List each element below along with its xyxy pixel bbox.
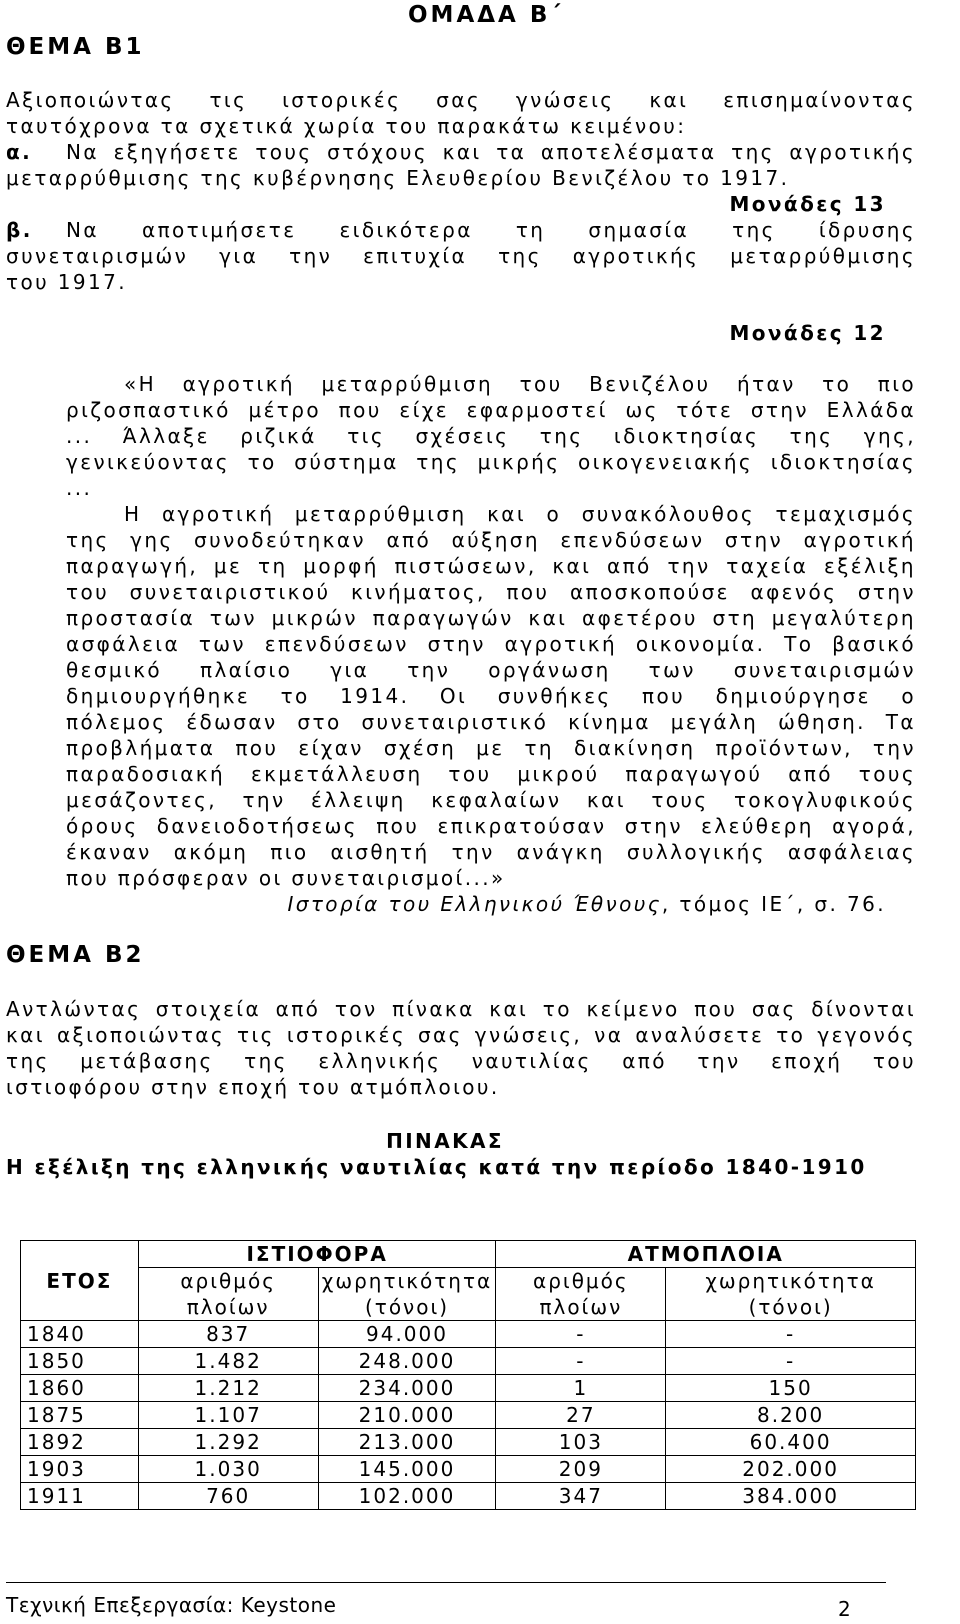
theme-b2-title: ΘΕΜΑ Β2 bbox=[6, 942, 145, 968]
cell-steam-ships: 347 bbox=[496, 1483, 666, 1510]
cell-steam-tonnage: 202.000 bbox=[666, 1456, 916, 1483]
steam-ships-header: αριθμός πλοίων bbox=[496, 1268, 666, 1321]
question-b-line-2: συνεταιρισμών για την επιτυχία της αγροτικής μεταρρύθμισης bbox=[6, 244, 916, 268]
table-row bbox=[21, 1483, 916, 1510]
cell-year: 1840 bbox=[21, 1321, 139, 1348]
shipping-table bbox=[20, 1240, 916, 1510]
cell-sail-tonnage: 248.000 bbox=[318, 1348, 496, 1375]
question-a-line-2: μεταρρύθμισης της κυβέρνησης Ελευθερίου Βενιζέλου το 1917. bbox=[6, 166, 790, 190]
source-title: Ιστορία του Ελληνικού Έθνους bbox=[287, 892, 662, 916]
b1-intro-line-1: Αξιοποιώντας τις ιστορικές σας γνώσεις και επισημαίνοντας bbox=[6, 88, 916, 112]
b2-line-2: και αξιοποιώντας τις ιστορικές σας γνώσεις, να αναλύσετε το γεγονός bbox=[6, 1023, 916, 1047]
footer-credit: Τεχνική Επεξεργασία: Keystone bbox=[6, 1593, 337, 1617]
b1-intro-line-2: ταυτόχρονα τα σχετικά χωρία του παρακάτω κειμένου: bbox=[6, 114, 687, 138]
cell-steam-tonnage: 8.200 bbox=[666, 1402, 916, 1429]
b2-line-1: Αντλώντας στοιχεία από τον πίνακα και το κείμενο που σας δίνονται bbox=[6, 997, 916, 1021]
year-header: ΕΤΟΣ bbox=[21, 1241, 139, 1321]
quote-line-10: ασφάλεια των επενδύσεων στην αγροτική οικονομία. Το βασικό bbox=[66, 632, 916, 656]
quote-line-19: που πρόσφεραν οι συνεταιρισμοί...» bbox=[66, 866, 506, 890]
quote-line-16: μεσάζοντες, την έλλειψη κεφαλαίων και τους τοκογλυφικούς bbox=[66, 788, 916, 812]
cell-steam-tonnage: - bbox=[666, 1348, 916, 1375]
quote-line-17: όρους δανειοδοτήσεως που επικρατούσαν στην ελεύθερη αγορά, bbox=[66, 814, 916, 838]
question-b-label: β. bbox=[6, 218, 33, 242]
question-b-line-1: Να αποτιμήσετε ειδικότερα τη σημασία της ίδρυσης bbox=[66, 218, 916, 242]
question-b-marks: Μονάδες 12 bbox=[729, 321, 886, 345]
table-row bbox=[21, 1375, 916, 1402]
cell-steam-tonnage: 60.400 bbox=[666, 1429, 916, 1456]
cell-steam-tonnage: 150 bbox=[666, 1375, 916, 1402]
table-row bbox=[21, 1429, 916, 1456]
table-header-row-2 bbox=[21, 1268, 916, 1321]
cell-steam-ships: 27 bbox=[496, 1402, 666, 1429]
cell-year: 1875 bbox=[21, 1402, 139, 1429]
footer-divider bbox=[6, 1582, 886, 1583]
quote-source bbox=[287, 891, 886, 917]
cell-steam-ships: 103 bbox=[496, 1429, 666, 1456]
group-title: ΟΜΑΔΑ Β΄ bbox=[408, 2, 564, 28]
quote-line-12: δημιουργήθηκε το 1914. Οι συνθήκες που δημιούργησε ο bbox=[66, 684, 916, 708]
sail-group-header: ΙΣΤΙΟΦΟΡΑ bbox=[138, 1241, 496, 1268]
sail-ships-header: αριθμός πλοίων bbox=[138, 1268, 318, 1321]
quote-line-4: γενικεύοντας το σύστημα της μικρής οικογενειακής ιδιοκτησίας bbox=[66, 450, 916, 474]
table-row bbox=[21, 1321, 916, 1348]
sail-tonnage-header: χωρητικότητα (τόνοι) bbox=[318, 1268, 496, 1321]
quote-line-8: του συνεταιριστικού κινήματος, που αποσκοπούσε αφενός στην bbox=[66, 580, 916, 604]
table-row bbox=[21, 1456, 916, 1483]
cell-sail-tonnage: 145.000 bbox=[318, 1456, 496, 1483]
cell-sail-ships: 1.292 bbox=[138, 1429, 318, 1456]
cell-year: 1850 bbox=[21, 1348, 139, 1375]
quote-line-14: προβλήματα που είχαν σχέση με τη διακίνηση προϊόντων, την bbox=[66, 736, 916, 760]
quote-line-3: ... Άλλαξε ριζικά τις σχέσεις της ιδιοκτησίας της γης, bbox=[66, 424, 916, 448]
b2-line-3: της μετάβασης της ελληνικής ναυτιλίας από την εποχή του bbox=[6, 1049, 916, 1073]
quote-line-11: θεσμικό πλαίσιο για την οργάνωση των συνεταιρισμών bbox=[66, 658, 916, 682]
quote-line-13: πόλεμος έδωσαν στο συνεταιριστικό κίνημα μεγάλη ώθηση. Τα bbox=[66, 710, 916, 734]
question-a-line-1: Να εξηγήσετε τους στόχους και τα αποτελέσματα της αγροτικής bbox=[66, 140, 916, 164]
cell-year: 1892 bbox=[21, 1429, 139, 1456]
quote-line-5: ... bbox=[66, 476, 93, 500]
cell-sail-ships: 1.030 bbox=[138, 1456, 318, 1483]
cell-steam-tonnage: - bbox=[666, 1321, 916, 1348]
table-subtitle: Η εξέλιξη της ελληνικής ναυτιλίας κατά την περίοδο 1840-1910 bbox=[6, 1155, 867, 1179]
cell-steam-ships: - bbox=[496, 1321, 666, 1348]
source-details: , τόμος ΙΕ΄, σ. 76. bbox=[661, 892, 886, 916]
cell-sail-tonnage: 234.000 bbox=[318, 1375, 496, 1402]
table-row bbox=[21, 1348, 916, 1375]
quote-line-9: προστασία των μικρών παραγωγών και αφετέρου στη μεγαλύτερη bbox=[66, 606, 916, 630]
table-header-row-1 bbox=[21, 1241, 916, 1268]
cell-sail-tonnage: 213.000 bbox=[318, 1429, 496, 1456]
cell-sail-tonnage: 210.000 bbox=[318, 1402, 496, 1429]
cell-steam-ships: 209 bbox=[496, 1456, 666, 1483]
theme-b1-title: ΘΕΜΑ Β1 bbox=[6, 34, 145, 60]
quote-line-7: παραγωγή, με τη μορφή πιστώσεων, και από την ταχεία εξέλιξη bbox=[66, 554, 916, 578]
cell-year: 1860 bbox=[21, 1375, 139, 1402]
cell-sail-ships: 837 bbox=[138, 1321, 318, 1348]
question-a-marks: Μονάδες 13 bbox=[729, 192, 886, 216]
cell-sail-ships: 1.107 bbox=[138, 1402, 318, 1429]
quote-line-2: ριζοσπαστικό μέτρο που είχε εφαρμοστεί ως τότε στην Ελλάδα bbox=[66, 398, 916, 422]
cell-sail-tonnage: 94.000 bbox=[318, 1321, 496, 1348]
cell-sail-ships: 760 bbox=[138, 1483, 318, 1510]
cell-sail-ships: 1.482 bbox=[138, 1348, 318, 1375]
cell-sail-ships: 1.212 bbox=[138, 1375, 318, 1402]
question-a-label: α. bbox=[6, 140, 33, 164]
cell-steam-tonnage: 384.000 bbox=[666, 1483, 916, 1510]
table-row bbox=[21, 1402, 916, 1429]
quote-line-1: «Η αγροτική μεταρρύθμιση του Βενιζέλου ήταν το πιο bbox=[124, 372, 916, 396]
page-number: 2 bbox=[838, 1597, 851, 1621]
quote-line-15: παραδοσιακή εκμετάλλευση του μικρού παραγωγού από τους bbox=[66, 762, 916, 786]
cell-year: 1911 bbox=[21, 1483, 139, 1510]
cell-year: 1903 bbox=[21, 1456, 139, 1483]
cell-sail-tonnage: 102.000 bbox=[318, 1483, 496, 1510]
quote-continuation: Η αγροτική μεταρρύθμιση και ο συνακόλουθος τεμαχισμός bbox=[124, 502, 916, 526]
cell-steam-ships: 1 bbox=[496, 1375, 666, 1402]
quote-line-6: της γης συνοδεύτηκαν από αύξηση επενδύσεων στην αγροτική bbox=[66, 528, 916, 552]
steam-group-header: ΑΤΜΟΠΛΟΙΑ bbox=[496, 1241, 916, 1268]
question-b-line-3: του 1917. bbox=[6, 270, 128, 294]
steam-tonnage-header: χωρητικότητα (τόνοι) bbox=[666, 1268, 916, 1321]
table-title: ΠΙΝΑΚΑΣ bbox=[386, 1129, 504, 1153]
quote-line-18: έκαναν ακόμη πιο αισθητή την ανάγκη συλλογικής ασφάλειας bbox=[66, 840, 916, 864]
b2-line-4: ιστιοφόρου στην εποχή του ατμόπλοιου. bbox=[6, 1075, 500, 1099]
cell-steam-ships: - bbox=[496, 1348, 666, 1375]
